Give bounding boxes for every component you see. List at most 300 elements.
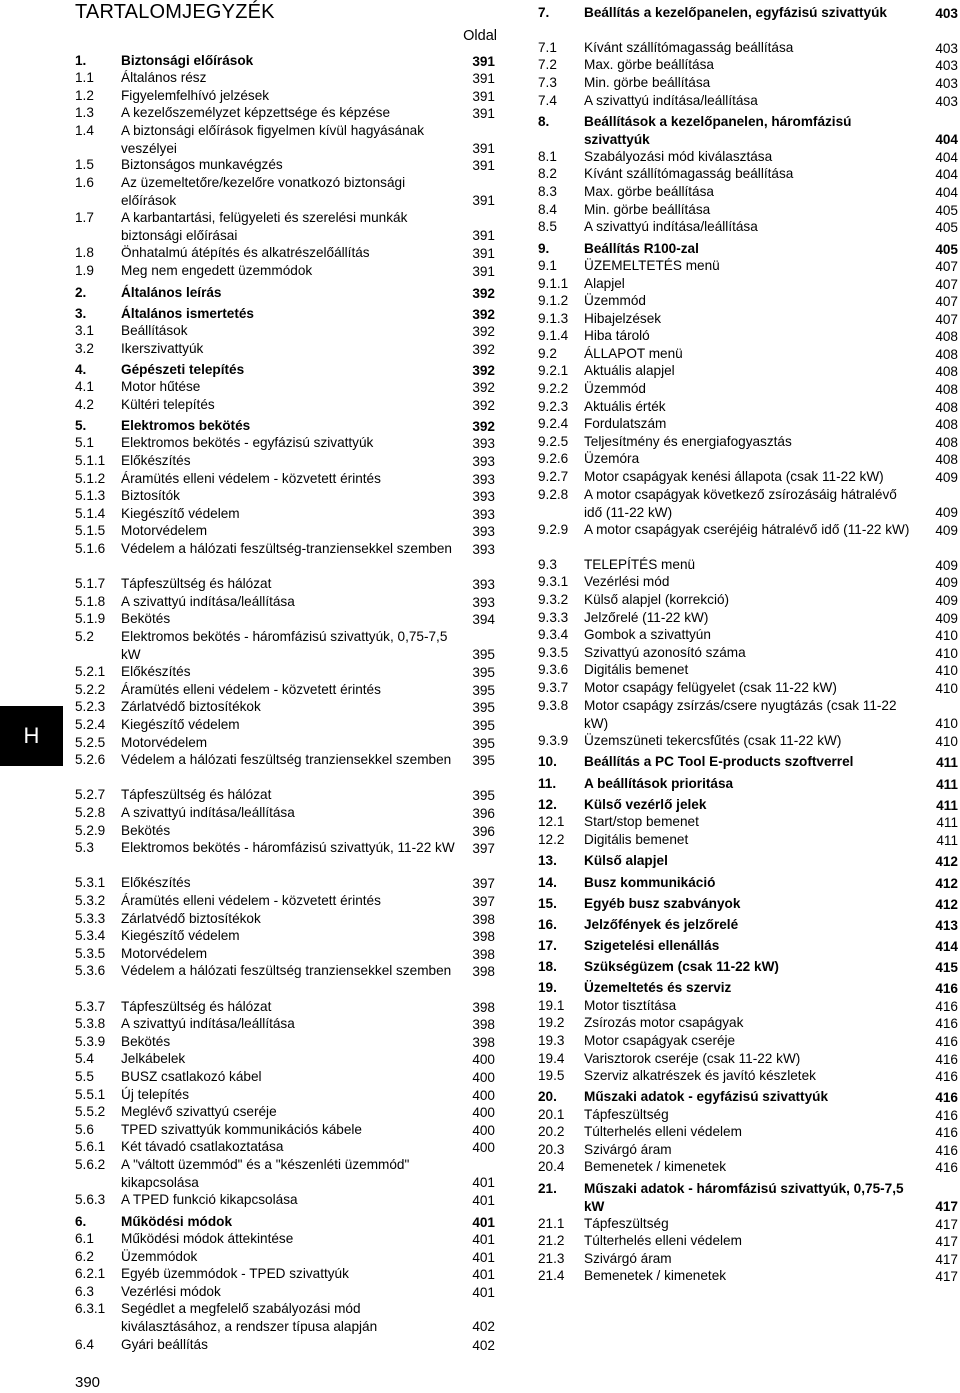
toc-entry-title: Üzemóra	[584, 451, 640, 466]
toc-entry[interactable]	[75, 1086, 495, 1104]
toc-entry[interactable]	[538, 874, 958, 892]
toc-entry-page: 416	[935, 1124, 958, 1140]
toc-entry-title: A szivattyú indítása/leállítása	[121, 805, 295, 820]
toc-entry-number: 19.5	[538, 1068, 565, 1083]
toc-entry[interactable]	[538, 1123, 958, 1141]
toc-entry[interactable]	[75, 927, 495, 945]
toc-entry-number: 8.5	[538, 219, 557, 234]
toc-entry[interactable]	[538, 165, 958, 183]
toc-entry-page: 401	[472, 1174, 495, 1190]
toc-entry-title: Szerviz alkatrészek és javító készletek	[584, 1068, 816, 1083]
language-side-tab: H	[0, 706, 63, 766]
toc-entry-page: 391	[472, 105, 495, 121]
toc-entry-number: 5.2.7	[75, 787, 106, 802]
toc-entry-title: Áramütés elleni védelem - közvetett érintés	[121, 682, 381, 697]
toc-entry-title: Biztosítók	[121, 488, 180, 503]
toc-entry[interactable]	[538, 1141, 958, 1159]
toc-entry-page: 412	[935, 875, 958, 891]
toc-entry-number: 12.2	[538, 832, 565, 847]
toc-entry-page: 400	[472, 1104, 495, 1120]
toc-entry[interactable]	[75, 892, 495, 910]
toc-entry-page: 393	[472, 471, 495, 487]
toc-entry-page: 409	[935, 504, 958, 520]
toc-entry[interactable]	[75, 104, 495, 122]
toc-entry-number: 1.1	[75, 70, 94, 85]
toc-entry-page: 401	[472, 1192, 495, 1208]
toc-entry-number: 5.2.5	[75, 735, 106, 750]
toc-entry-number: 13.	[538, 853, 557, 868]
toc-entry-title: Min. görbe beállítása	[584, 202, 711, 217]
toc-entry[interactable]	[75, 87, 495, 105]
toc-entry[interactable]	[538, 775, 958, 793]
toc-entry[interactable]	[538, 1267, 958, 1285]
toc-entry[interactable]	[75, 1050, 495, 1068]
toc-entry-number: 9.3.9	[538, 733, 569, 748]
toc-entry[interactable]	[538, 521, 958, 539]
toc-entry[interactable]	[75, 174, 495, 209]
toc-entry[interactable]	[538, 345, 958, 363]
toc-entry[interactable]	[75, 822, 495, 840]
toc-entry-page: 391	[472, 245, 495, 261]
toc-entry[interactable]	[538, 661, 958, 679]
toc-entry[interactable]	[75, 593, 495, 611]
toc-entry-number: 5.3.3	[75, 911, 106, 926]
toc-entry-page: 407	[935, 293, 958, 309]
toc-entry-title: Működési módok áttekintése	[121, 1231, 294, 1246]
toc-entry[interactable]	[538, 201, 958, 219]
toc-entry-title: Zárlatvédő biztosítékok	[121, 911, 261, 926]
toc-entry-title: BUSZ csatlakozó kábel	[121, 1069, 262, 1084]
toc-entry-page: 398	[472, 928, 495, 944]
toc-entry-number: 5.5	[75, 1069, 94, 1084]
toc-entry-page: 402	[472, 1337, 495, 1353]
toc-entry-page: 405	[935, 202, 958, 218]
toc-entry[interactable]	[538, 74, 958, 92]
toc-entry[interactable]	[75, 945, 495, 963]
toc-entry[interactable]	[75, 470, 495, 488]
toc-entry[interactable]	[75, 804, 495, 822]
toc-entry[interactable]	[538, 679, 958, 697]
toc-entry[interactable]	[75, 1015, 495, 1033]
toc-entry-number: 20.	[538, 1089, 557, 1104]
toc-entry[interactable]	[75, 322, 495, 340]
toc-entry-page: 404	[935, 149, 958, 165]
toc-entry[interactable]	[538, 257, 958, 275]
toc-entry-number: 9.3.7	[538, 680, 569, 695]
toc-entry-title: A karbantartási, felügyeleti és szerelési munkák biztonsági előírásai	[121, 210, 408, 243]
toc-entry[interactable]	[75, 522, 495, 540]
toc-entry-page: 391	[472, 140, 495, 156]
toc-entry[interactable]	[75, 628, 495, 663]
toc-entry[interactable]	[75, 786, 495, 804]
toc-entry-number: 12.1	[538, 814, 565, 829]
toc-entry-page: 394	[472, 611, 495, 627]
toc-entry[interactable]	[538, 958, 958, 976]
toc-entry[interactable]	[75, 910, 495, 928]
toc-entry-title: Gépészeti telepítés	[121, 362, 245, 377]
toc-entry[interactable]	[75, 1283, 495, 1301]
toc-entry-title: Jelzőrelé (11-22 kW)	[584, 610, 709, 625]
toc-entry[interactable]	[75, 734, 495, 752]
toc-entry-title: A biztonsági előírások figyelmen kívül hagyásának veszélyei	[121, 123, 425, 156]
toc-entry[interactable]	[75, 610, 495, 628]
toc-entry-page: 404	[935, 166, 958, 182]
toc-entry-number: 1.3	[75, 105, 94, 120]
toc-entry[interactable]	[538, 4, 958, 22]
toc-entry-number: 5.6.2	[75, 1157, 106, 1172]
toc-entry[interactable]	[538, 398, 958, 416]
toc-entry-number: 5.1.3	[75, 488, 106, 503]
toc-entry-number: 9.2.3	[538, 399, 569, 414]
toc-entry[interactable]	[538, 92, 958, 110]
toc-entry-number: 9.1.4	[538, 328, 569, 343]
toc-entry-title: Motor hűtése	[121, 379, 201, 394]
toc-entry-title: Motorvédelem	[121, 946, 208, 961]
toc-entry-number: 15.	[538, 896, 557, 911]
toc-entry-number: 19.2	[538, 1015, 565, 1030]
toc-entry-title: Motor csapágyak kenési állapota (csak 11-22 kW)	[584, 469, 884, 484]
toc-entry-number: 19.4	[538, 1051, 565, 1066]
toc-entry-page: 398	[472, 946, 495, 962]
toc-entry-title: Vezérlési módok	[121, 1284, 221, 1299]
toc-entry-title: Kiegészítő védelem	[121, 717, 240, 732]
toc-entry-number: 9.1.3	[538, 311, 569, 326]
toc-entry-number: 5.3.4	[75, 928, 106, 943]
toc-entry-page: 393	[472, 506, 495, 522]
toc-entry-number: 9.3.5	[538, 645, 569, 660]
toc-entry-title: Szükségüzem (csak 11-22 kW)	[584, 959, 779, 974]
toc-entry[interactable]	[75, 69, 495, 87]
toc-entry[interactable]	[75, 284, 495, 302]
toc-entry[interactable]	[75, 1068, 495, 1086]
toc-entry[interactable]	[538, 148, 958, 166]
toc-entry[interactable]	[538, 573, 958, 591]
toc-entry-page: 395	[472, 787, 495, 803]
toc-entry-page: 417	[935, 1268, 958, 1284]
toc-entry-title: A "váltott üzemmód" és a "készenléti üzemmód" kikapcsolása	[121, 1157, 410, 1190]
toc-entry[interactable]	[538, 1180, 958, 1215]
toc-entry-number: 3.1	[75, 323, 94, 338]
toc-entry-number: 21.2	[538, 1233, 565, 1248]
toc-entry-title: Min. görbe beállítása	[584, 75, 711, 90]
toc-entry-page: 391	[472, 263, 495, 279]
toc-entry-title: Motor csapágy felügyelet (csak 11-22 kW)	[584, 680, 837, 695]
toc-entry-page: 395	[472, 646, 495, 662]
toc-entry[interactable]	[538, 362, 958, 380]
toc-entry-title: Általános leírás	[121, 285, 222, 300]
toc-entry-page: 398	[472, 1034, 495, 1050]
toc-entry[interactable]	[538, 1032, 958, 1050]
toc-entry[interactable]	[75, 262, 495, 280]
toc-entry-page: 400	[472, 1087, 495, 1103]
toc-entry-number: 5.5.2	[75, 1104, 106, 1119]
toc-entry-title: Tápfeszültség	[584, 1216, 669, 1231]
toc-entry[interactable]	[75, 962, 495, 980]
toc-entry-page: 393	[472, 435, 495, 451]
toc-entry-page: 408	[935, 434, 958, 450]
toc-entry-page: 410	[935, 680, 958, 696]
toc-entry[interactable]	[538, 292, 958, 310]
toc-entry[interactable]	[538, 697, 958, 732]
toc-entry-number: 5.1.5	[75, 523, 106, 538]
toc-entry-page: 398	[472, 911, 495, 927]
toc-entry[interactable]	[538, 240, 958, 258]
toc-entry[interactable]	[538, 796, 958, 814]
toc-entry-number: 9.3.3	[538, 610, 569, 625]
toc-entry-number: 5.	[75, 418, 87, 433]
toc-entry[interactable]	[75, 874, 495, 892]
toc-entry-title: Egyéb üzemmódok - TPED szivattyúk	[121, 1266, 349, 1281]
toc-entry[interactable]	[75, 839, 495, 857]
toc-entry[interactable]	[75, 1213, 495, 1231]
toc-entry-page: 403	[935, 75, 958, 91]
toc-entry-number: 5.2.3	[75, 699, 106, 714]
toc-entry[interactable]	[538, 450, 958, 468]
toc-entry-title: Szigetelési ellenállás	[584, 938, 720, 953]
toc-entry-title: Szivárgó áram	[584, 1251, 672, 1266]
toc-entry[interactable]	[538, 380, 958, 398]
toc-entry-number: 5.4	[75, 1051, 94, 1066]
toc-entry-page: 404	[935, 131, 958, 147]
toc-entry-title: Digitális bemenet	[584, 662, 689, 677]
toc-entry-number: 7.4	[538, 93, 557, 108]
toc-entry-title: ÁLLAPOT menü	[584, 346, 683, 361]
toc-entry[interactable]	[538, 813, 958, 831]
toc-entry-title: A szivattyú indítása/leállítása	[121, 1016, 295, 1031]
toc-entry-page: 412	[935, 896, 958, 912]
toc-entry[interactable]	[75, 716, 495, 734]
toc-entry-page: 416	[935, 1159, 958, 1175]
toc-entry-number: 9.3.6	[538, 662, 569, 677]
toc-entry[interactable]	[75, 487, 495, 505]
toc-entry[interactable]	[75, 1103, 495, 1121]
toc-entry-page: 391	[472, 88, 495, 104]
toc-entry-title: A szivattyú indítása/leállítása	[121, 594, 295, 609]
toc-entry[interactable]	[75, 540, 495, 558]
toc-entry-title: Védelem a hálózati feszültség tranziensekkel szemben	[121, 963, 452, 978]
toc-entry-title: Segédlet a megfelelő szabályozási mód kiválasztásához, a rendszer típusa alapján	[121, 1301, 378, 1334]
toc-entry[interactable]	[75, 1121, 495, 1139]
toc-entry[interactable]	[75, 663, 495, 681]
toc-entry[interactable]	[75, 396, 495, 414]
toc-entry[interactable]	[538, 1106, 958, 1124]
toc-entry[interactable]	[538, 1088, 958, 1106]
toc-entry-number: 9.1.1	[538, 276, 569, 291]
toc-entry-number: 9.2.1	[538, 363, 569, 378]
toc-entry[interactable]	[538, 556, 958, 574]
toc-entry[interactable]	[538, 895, 958, 913]
toc-entry[interactable]	[538, 644, 958, 662]
toc-entry[interactable]	[538, 183, 958, 201]
toc-entry[interactable]	[538, 56, 958, 74]
toc-entry-page: 408	[935, 399, 958, 415]
toc-entry-title: Szivárgó áram	[584, 1142, 672, 1157]
toc-entry-page: 407	[935, 258, 958, 274]
toc-entry[interactable]	[538, 327, 958, 345]
toc-entry-number: 5.1.9	[75, 611, 106, 626]
toc-entry-number: 8.1	[538, 149, 557, 164]
toc-entry-number: 1.5	[75, 157, 94, 172]
toc-entry[interactable]	[538, 310, 958, 328]
toc-entry[interactable]	[538, 1050, 958, 1068]
toc-entry-page: 416	[935, 1051, 958, 1067]
toc-entry[interactable]	[75, 698, 495, 716]
toc-entry[interactable]	[538, 415, 958, 433]
toc-entry[interactable]	[538, 1158, 958, 1176]
toc-entry-number: 10.	[538, 754, 557, 769]
toc-entry[interactable]	[75, 209, 495, 244]
toc-entry[interactable]	[538, 275, 958, 293]
toc-entry-page: 412	[935, 853, 958, 869]
toc-entry-title: Előkészítés	[121, 875, 191, 890]
toc-entry[interactable]	[75, 122, 495, 157]
toc-entry[interactable]	[538, 937, 958, 955]
toc-entry-page: 398	[472, 999, 495, 1015]
toc-entry-title: Ikerszivattyúk	[121, 341, 204, 356]
toc-entry-title: Kiegészítő védelem	[121, 506, 240, 521]
toc-entry[interactable]	[75, 156, 495, 174]
toc-entry[interactable]	[538, 113, 958, 148]
toc-entry[interactable]	[75, 361, 495, 379]
toc-entry-title: Általános rész	[121, 70, 207, 85]
toc-entry[interactable]	[538, 831, 958, 849]
toc-entry[interactable]	[538, 997, 958, 1015]
toc-entry-number: 7.3	[538, 75, 557, 90]
toc-entry[interactable]	[75, 340, 495, 358]
toc-entry-page: 391	[472, 192, 495, 208]
toc-entry-number: 5.3.6	[75, 963, 106, 978]
toc-entry[interactable]	[538, 609, 958, 627]
toc-entry[interactable]	[75, 1265, 495, 1283]
toc-entry[interactable]	[538, 626, 958, 644]
toc-entry-number: 19.	[538, 980, 557, 995]
toc-entry-title: Elektromos bekötés - egyfázisú szivattyúk	[121, 435, 374, 450]
toc-entry-number: 18.	[538, 959, 557, 974]
toc-entry-title: Vezérlési mód	[584, 574, 670, 589]
toc-entry-page: 410	[935, 662, 958, 678]
toc-entry-page: 395	[472, 664, 495, 680]
toc-entry-number: 6.	[75, 1214, 87, 1229]
toc-entry-number: 9.3.4	[538, 627, 569, 642]
toc-entry-page: 414	[935, 938, 958, 954]
toc-entry-page: 409	[935, 469, 958, 485]
toc-entry-number: 5.5.1	[75, 1087, 106, 1102]
toc-entry[interactable]	[75, 751, 495, 769]
toc-entry[interactable]	[538, 1215, 958, 1233]
toc-entry[interactable]	[538, 1014, 958, 1032]
toc-entry[interactable]	[75, 998, 495, 1016]
toc-entry[interactable]	[75, 52, 495, 70]
toc-entry-page: 397	[472, 875, 495, 891]
toc-entry-page: 411	[936, 814, 958, 830]
toc-entry-number: 8.	[538, 114, 550, 129]
toc-entry[interactable]	[538, 1067, 958, 1085]
toc-entry[interactable]	[75, 681, 495, 699]
toc-entry[interactable]	[75, 1248, 495, 1266]
toc-entry-title: Jelkábelek	[121, 1051, 186, 1066]
toc-entry-title: Figyelemfelhívó jelzések	[121, 88, 270, 103]
toc-entry-page: 392	[472, 285, 495, 301]
toc-entry-title: Üzemszüneti tekercsfűtés (csak 11-22 kW)	[584, 733, 842, 748]
toc-entry-number: 5.1.6	[75, 541, 106, 556]
toc-entry-title: Működési módok	[121, 1214, 233, 1229]
toc-entry-title: Bekötés	[121, 823, 171, 838]
toc-entry-title: Hiba tároló	[584, 328, 650, 343]
toc-entry[interactable]	[538, 1250, 958, 1268]
toc-entry-page: 401	[472, 1284, 495, 1300]
toc-entry[interactable]	[538, 39, 958, 57]
toc-entry[interactable]	[538, 486, 958, 521]
toc-entry[interactable]	[538, 1232, 958, 1250]
toc-entry[interactable]	[538, 591, 958, 609]
toc-entry[interactable]	[538, 852, 958, 870]
toc-entry[interactable]	[75, 505, 495, 523]
toc-entry[interactable]	[538, 433, 958, 451]
toc-entry[interactable]	[75, 1336, 495, 1354]
toc-entry-number: 9.3	[538, 557, 557, 572]
toc-entry-number: 9.2.5	[538, 434, 569, 449]
toc-entry-title: Külső alapjel	[584, 853, 668, 868]
toc-entry-title: Busz kommunikáció	[584, 875, 716, 890]
toc-entry-title: Bemenetek / kimenetek	[584, 1268, 727, 1283]
toc-entry[interactable]	[75, 575, 495, 593]
toc-entry-title: Max. görbe beállítása	[584, 184, 714, 199]
toc-entry[interactable]	[75, 417, 495, 435]
toc-entry-number: 9.2.9	[538, 522, 569, 537]
toc-entry[interactable]	[75, 1138, 495, 1156]
toc-entry-page: 395	[472, 682, 495, 698]
toc-entry-number: 3.2	[75, 341, 94, 356]
toc-entry-page: 416	[935, 1068, 958, 1084]
toc-entry-number: 7.	[538, 5, 550, 20]
toc-entry[interactable]	[75, 1300, 495, 1335]
toc-entry[interactable]	[538, 218, 958, 236]
toc-entry[interactable]	[538, 732, 958, 750]
toc-entry[interactable]	[538, 979, 958, 997]
toc-entry-title: Műszaki adatok - háromfázisú szivattyúk, 0,75-7,5 kW	[584, 1181, 904, 1214]
toc-entry[interactable]	[75, 1156, 495, 1191]
toc-entry-page: 409	[935, 610, 958, 626]
toc-entry-page: 401	[472, 1231, 495, 1247]
toc-entry[interactable]	[75, 1230, 495, 1248]
toc-entry[interactable]	[75, 244, 495, 262]
toc-entry[interactable]	[75, 452, 495, 470]
toc-entry-title: Kívánt szállítómagasság beállítása	[584, 40, 794, 55]
toc-entry-title: Motor tisztítása	[584, 998, 677, 1013]
toc-entry-title: Áramütés elleni védelem - közvetett érintés	[121, 893, 381, 908]
toc-entry-page: 416	[935, 1015, 958, 1031]
toc-entry[interactable]	[75, 1191, 495, 1209]
toc-entry-title: A motor csapágyak cseréjéig hátralévő idő (11-22 kW)	[584, 522, 910, 537]
toc-entry-number: 5.1.7	[75, 576, 106, 591]
toc-entry-title: Bekötés	[121, 611, 171, 626]
toc-entry-title: Motor csapágyak cseréje	[584, 1033, 736, 1048]
toc-entry[interactable]	[75, 434, 495, 452]
toc-entry-page: 402	[472, 1318, 495, 1334]
toc-entry-number: 9.1.2	[538, 293, 569, 308]
toc-entry-title: A motor csapágyak következő zsírozásáig hátralévő idő (11-22 kW)	[584, 487, 897, 520]
toc-entry[interactable]	[75, 1033, 495, 1051]
toc-entry-title: Elektromos bekötés	[121, 418, 251, 433]
toc-entry[interactable]	[75, 378, 495, 396]
toc-entry[interactable]	[538, 468, 958, 486]
toc-entry-number: 6.1	[75, 1231, 94, 1246]
toc-entry[interactable]	[538, 753, 958, 771]
toc-entry[interactable]	[75, 305, 495, 323]
toc-entry-title: Az üzemeltetőre/kezelőre vonatkozó biztonsági előírások	[121, 175, 406, 208]
toc-entry-number: 5.2.9	[75, 823, 106, 838]
toc-entry[interactable]	[538, 916, 958, 934]
